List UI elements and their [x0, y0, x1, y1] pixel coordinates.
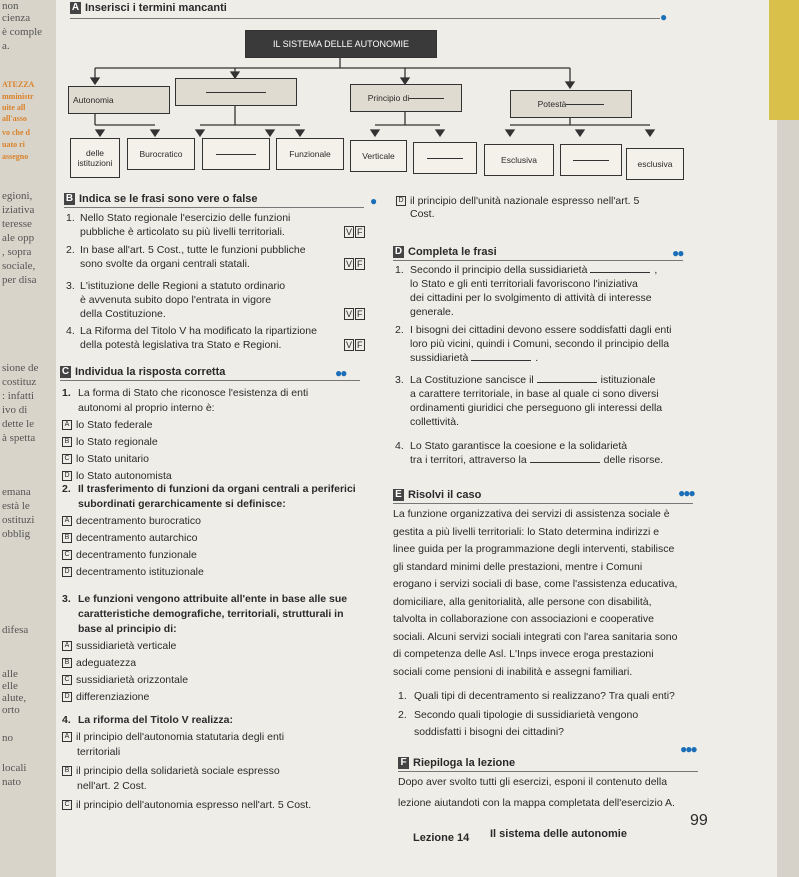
- true-checkbox[interactable]: V: [346, 227, 353, 237]
- margin-fragment: all'asso: [2, 114, 27, 123]
- section-title: Riepiloga la lezione: [413, 757, 516, 769]
- header-rule: [60, 380, 360, 381]
- item-text: Nello Stato regionale l'esercizio delle funzioni: [80, 212, 291, 224]
- item-text: della potestà legislativa tra Stato e Regioni.: [80, 339, 282, 351]
- answer-option[interactable]: [62, 436, 158, 449]
- margin-fragment: uato ri: [2, 140, 25, 149]
- summary-line: Dopo aver svolto tutti gli esercizi, esponi il contenuto della: [398, 776, 668, 788]
- sentence-fragment: Secondo il principio della sussidiarietà: [410, 264, 591, 276]
- true-checkbox[interactable]: V: [346, 309, 353, 319]
- true-checkbox[interactable]: V: [346, 259, 353, 269]
- difficulty-dots: ●●: [335, 366, 346, 380]
- item-text: della Costituzione.: [80, 308, 166, 320]
- question-text: Il trasferimento di funzioni da organi centrali a periferici: [78, 483, 356, 495]
- margin-fragment: per disa: [2, 274, 37, 286]
- section-letter: E: [393, 489, 404, 501]
- option-letter: A: [62, 516, 72, 526]
- item-text: il principio dell'unità nazionale espresso nell'art. 5: [410, 195, 640, 207]
- sentence-fragment: sussidiarietà: [410, 352, 472, 364]
- margin-fragment: à spetta: [2, 432, 36, 444]
- option-letter: C: [62, 800, 72, 810]
- sentence-fragment: lo Stato e gli enti territoriali favoriscono l'iniziativa: [410, 278, 638, 290]
- true-false-item-5: [396, 195, 639, 221]
- diagram-autonomia: Autonomia: [68, 86, 170, 114]
- margin-fragment: : infatti: [2, 390, 35, 402]
- margin-fragment: alle: [2, 668, 18, 680]
- diagram-delle-istituzioni: delle istituzioni: [70, 138, 120, 178]
- margin-fragment: non: [2, 0, 19, 12]
- item-number: 1.: [395, 264, 404, 276]
- option-letter: C: [62, 550, 72, 560]
- section-d-header: [393, 246, 497, 258]
- option-text: differenziazione: [76, 691, 150, 703]
- diagram-blank-box[interactable]: [413, 142, 477, 174]
- item-text: Cost.: [410, 208, 435, 220]
- option-text: lo Stato unitario: [76, 453, 149, 465]
- margin-fragment: , sopra: [2, 246, 32, 258]
- diagram-esclusiva-2: esclusiva: [626, 148, 684, 180]
- section-letter: B: [65, 193, 74, 205]
- margin-fragment: ostituzi: [2, 514, 35, 526]
- option-letter: B: [62, 533, 72, 543]
- sentence-fragment: ordinamenti giuridici che perseguono gli interessi della: [410, 402, 663, 414]
- question-text: Le funzioni vengono attribuite all'ente in base alle sue: [78, 593, 348, 605]
- true-false-toggle[interactable]: [343, 308, 365, 321]
- item-number: 1.: [66, 212, 75, 224]
- section-letter: A: [71, 2, 80, 14]
- answer-option[interactable]: [62, 640, 176, 653]
- page-number: 99: [690, 812, 708, 829]
- summary-line: lezione aiutandoti con la mappa completata dell'esercizio A.: [398, 797, 675, 809]
- sentence-fragment: La Costituzione sancisce il: [410, 374, 537, 386]
- margin-fragment: obblig: [2, 528, 31, 540]
- question-text: Secondo quali tipologie di sussidiarietà vengono: [414, 709, 639, 721]
- option-text: il principio dell'autonomia statutaria degli enti: [76, 731, 285, 743]
- false-checkbox[interactable]: F: [357, 227, 363, 237]
- option-letter: A: [62, 732, 72, 742]
- item-label: D: [396, 196, 406, 206]
- margin-fragment: no: [2, 732, 13, 744]
- footer-title: Il sistema delle autonomie: [490, 828, 627, 840]
- case-text: sociali come pensioni di inabilità e assegni familiari.: [393, 665, 633, 678]
- false-checkbox[interactable]: F: [357, 259, 363, 269]
- section-letter: D: [394, 246, 403, 258]
- question-text: La forma di Stato che riconosce l'esistenza di enti: [78, 387, 309, 399]
- item-number: 2.: [66, 244, 75, 256]
- sentence-text: [410, 440, 627, 453]
- margin-fragment: assegno: [2, 152, 29, 161]
- case-text: La funzione organizzativa dei servizi di assistenza sociale è: [393, 508, 670, 520]
- option-text: decentramento funzionale: [76, 549, 197, 561]
- question-number: 3.: [62, 593, 71, 605]
- item-number: 4.: [395, 440, 404, 452]
- box-label: Potestà: [537, 99, 567, 109]
- difficulty-dots: ●: [660, 10, 666, 24]
- question-number: 1.: [398, 690, 407, 702]
- answer-option[interactable]: [62, 453, 149, 466]
- option-letter: D: [62, 692, 72, 702]
- header-rule: [64, 207, 364, 208]
- answer-option[interactable]: [62, 731, 284, 744]
- sentence-fragment: delle risorse.: [603, 454, 664, 466]
- case-text: linee guida per la programmazione degli interventi, stabilisce: [393, 543, 675, 555]
- sentence-text: [410, 454, 663, 467]
- question-number: 1.: [62, 387, 71, 399]
- diagram-principio[interactable]: [350, 84, 462, 112]
- diagram-blank-box[interactable]: [175, 78, 297, 106]
- section-b-header: [64, 193, 258, 205]
- difficulty-dots: ●●●: [680, 742, 696, 756]
- sentence-text: [410, 388, 659, 401]
- item-text: pubbliche è articolato su più livelli territoriali.: [80, 226, 285, 238]
- case-text: erogano i servizi sociali di base, come l'assistenza educativa,: [393, 578, 678, 590]
- header-rule: [398, 771, 698, 772]
- diagram-esclusiva: Esclusiva: [484, 144, 554, 176]
- option-letter: C: [62, 454, 72, 464]
- margin-fragment: sione de: [2, 362, 39, 374]
- item-text: La Riforma del Titolo V ha modificato la ripartizione: [80, 325, 317, 337]
- item-text: In base all'art. 5 Cost., tutte le funzioni pubbliche: [80, 244, 306, 256]
- item-text: L'istituzione delle Regioni a statuto ordinario: [80, 280, 286, 292]
- false-checkbox[interactable]: F: [357, 340, 363, 350]
- section-letter: C: [61, 366, 70, 378]
- true-checkbox[interactable]: V: [346, 340, 353, 350]
- question-text: La riforma del Titolo V realizza:: [78, 714, 234, 726]
- answer-option[interactable]: [62, 470, 172, 483]
- sentence-text: [410, 292, 652, 305]
- margin-fragment: costituz: [2, 376, 37, 388]
- section-title: Individua la risposta corretta: [75, 366, 226, 378]
- option-text: decentramento istituzionale: [76, 566, 204, 578]
- question-number: 2.: [398, 709, 407, 721]
- sentence-fragment: a carattere territoriale, in base al quale ci sono diversi: [410, 388, 659, 400]
- case-text: di competenza delle Asl. L'Inps invece eroga prestazioni: [393, 648, 654, 660]
- option-text: lo Stato regionale: [76, 436, 158, 448]
- sentence-fragment: dei cittadini per lo svolgimento di attività di interesse: [410, 292, 652, 304]
- answer-option[interactable]: [62, 532, 197, 545]
- diagram-potesta[interactable]: [510, 90, 632, 118]
- option-text: sussidiarietà orizzontale: [76, 674, 189, 686]
- section-letter: F: [398, 757, 409, 769]
- section-c-header: [60, 366, 225, 378]
- option-letter: B: [62, 766, 72, 776]
- margin-fragment: ale opp: [2, 232, 35, 244]
- margin-fragment: mministr: [2, 92, 34, 101]
- sentence-fragment: generale.: [410, 306, 454, 318]
- option-letter: B: [62, 658, 72, 668]
- answer-option[interactable]: [62, 674, 188, 687]
- false-checkbox[interactable]: F: [357, 309, 363, 319]
- margin-fragment: sociale,: [2, 260, 36, 272]
- sentence-text: [410, 324, 672, 337]
- section-title: Indica se le frasi sono vere o false: [79, 193, 258, 205]
- case-text: sociali. Alcuni servizi sociali integrati con l'area sanitaria sono: [393, 630, 678, 643]
- margin-fragment: è comple: [2, 26, 43, 38]
- sentence-text: [410, 264, 657, 277]
- true-false-toggle[interactable]: [343, 339, 365, 352]
- header-rule: [393, 260, 683, 261]
- option-text: lo Stato federale: [76, 419, 153, 431]
- option-letter: A: [62, 420, 72, 430]
- option-text: decentramento burocratico: [76, 515, 201, 527]
- margin-fragment: iziativa: [2, 204, 35, 216]
- margin-fragment: orto: [2, 704, 20, 716]
- option-letter: B: [62, 437, 72, 447]
- sentence-text: [410, 374, 656, 387]
- answer-option[interactable]: [62, 419, 152, 432]
- case-text: gestita a più livelli territoriali: lo Stato determina indirizzi e: [393, 525, 660, 538]
- margin-fragment: difesa: [2, 624, 29, 636]
- answer-option[interactable]: [62, 549, 197, 562]
- option-text: lo Stato autonomista: [76, 470, 172, 482]
- option-letter: D: [62, 567, 72, 577]
- sentence-fragment: collettività.: [410, 416, 460, 428]
- section-title: Inserisci i termini mancanti: [85, 2, 227, 14]
- item-number: 4.: [66, 325, 75, 337]
- sentence-text: [410, 416, 459, 429]
- option-text: nell'art. 2 Cost.: [77, 780, 147, 792]
- margin-fragment: egioni,: [2, 190, 33, 202]
- footer-lesson: Lezione 14: [413, 832, 470, 844]
- item-text: sono svolte da organi centrali statali.: [80, 258, 250, 270]
- margin-fragment: emana: [2, 486, 31, 498]
- diagram-blank-box[interactable]: [202, 138, 270, 170]
- fill-blank[interactable]: [537, 382, 597, 383]
- answer-option[interactable]: [62, 657, 136, 670]
- true-false-toggle[interactable]: [343, 226, 365, 239]
- box-label: Principio di: [367, 93, 410, 103]
- section-title: Completa le frasi: [408, 246, 497, 258]
- answer-option[interactable]: [62, 799, 311, 812]
- diagram-funzionale: Funzionale: [276, 138, 344, 170]
- question-text: base al principio di:: [78, 623, 177, 635]
- option-letter: A: [62, 641, 72, 651]
- sentence-fragment: istituzionale: [600, 374, 656, 386]
- item-number: 3.: [395, 374, 404, 386]
- section-title: Risolvi il caso: [408, 489, 482, 501]
- margin-fragment: a.: [2, 40, 10, 52]
- answer-option[interactable]: [62, 566, 204, 579]
- margin-fragment: elle: [2, 680, 18, 692]
- section-f-header: [398, 757, 515, 769]
- margin-fragment: dette le: [2, 418, 35, 430]
- question-text: soddisfatti i bisogni dei cittadini?: [414, 726, 565, 738]
- answer-option[interactable]: [62, 691, 149, 704]
- sentence-fragment: loro più vicini, quindi i Comuni, secondo il principio della: [410, 338, 670, 350]
- item-number: 2.: [395, 324, 404, 336]
- option-letter: C: [62, 675, 72, 685]
- option-text: decentramento autarchico: [76, 532, 198, 544]
- true-false-toggle[interactable]: [343, 258, 365, 271]
- case-text: domiciliare, alla genitorialità, alle persone con disabilità,: [393, 595, 652, 608]
- margin-fragment: ivo di: [2, 404, 28, 416]
- option-letter: D: [62, 471, 72, 481]
- sentence-fragment: Lo Stato garantisce la coesione e la solidarietà: [410, 440, 628, 452]
- sentence-text: [410, 306, 454, 319]
- answer-option[interactable]: [62, 515, 201, 528]
- option-text: il principio dell'autonomia espresso nell'art. 5 Cost.: [76, 799, 312, 811]
- question-text: Quali tipi di decentramento si realizzano? Tra quali enti?: [414, 690, 675, 702]
- difficulty-dots: ●: [370, 194, 376, 208]
- margin-fragment: uite all: [2, 103, 26, 112]
- margin-fragment: està le: [2, 500, 30, 512]
- sentence-fragment: I bisogni dei cittadini devono essere soddisfatti dagli enti: [410, 324, 672, 336]
- diagram-blank-box[interactable]: [560, 144, 622, 176]
- margin-fragment: nato: [2, 776, 21, 788]
- sentence-text: [410, 402, 662, 415]
- margin-fragment: teresse: [2, 218, 32, 230]
- margin-fragment: alute,: [2, 692, 27, 704]
- margin-fragment: vo che d: [2, 128, 30, 137]
- difficulty-dots: ●●●: [678, 486, 694, 500]
- fill-blank[interactable]: [471, 360, 531, 361]
- section-e-header: [393, 489, 481, 501]
- difficulty-dots: ●●: [672, 246, 683, 260]
- margin-fragment: cienza: [2, 12, 31, 24]
- fill-blank[interactable]: [590, 272, 650, 273]
- diagram-burocratico: Burocratico: [127, 138, 195, 170]
- option-text: adeguatezza: [76, 657, 137, 669]
- question-text: caratteristiche demografiche, territoriali, strutturali in: [78, 608, 344, 620]
- fill-blank[interactable]: [530, 462, 600, 463]
- diagram-root: IL SISTEMA DELLE AUTONOMIE: [245, 30, 437, 58]
- margin-fragment: locali: [2, 762, 27, 774]
- sentence-text: [410, 338, 669, 351]
- item-number: 3.: [66, 280, 75, 292]
- question-text: autonomi al proprio interno è:: [78, 402, 215, 414]
- sentence-fragment: tra i territori, attraverso la: [410, 454, 530, 466]
- answer-option[interactable]: [62, 765, 280, 778]
- option-text: territoriali: [77, 746, 121, 758]
- item-text: è avvenuta subito dopo l'entrata in vigore: [80, 294, 272, 306]
- margin-fragment: ATEZZA: [2, 80, 35, 89]
- diagram-verticale: Verticale: [350, 140, 407, 172]
- header-rule: [393, 503, 693, 504]
- option-text: sussidiarietà verticale: [76, 640, 177, 652]
- option-text: il principio della solidarietà sociale espresso: [76, 765, 280, 777]
- question-number: 2.: [62, 483, 71, 495]
- question-number: 4.: [62, 714, 71, 726]
- sentence-text: [410, 278, 638, 291]
- sentence-fragment: .: [535, 352, 539, 364]
- sentence-text: [410, 352, 538, 365]
- case-text: gli standard minimi delle prestazioni, mentre i Comuni: [393, 560, 643, 573]
- question-text: subordinati gerarchicamente si definisce:: [78, 498, 286, 510]
- sentence-fragment: ,: [654, 264, 658, 276]
- case-text: talvolta in collaborazione con associazioni e cooperative: [393, 613, 654, 625]
